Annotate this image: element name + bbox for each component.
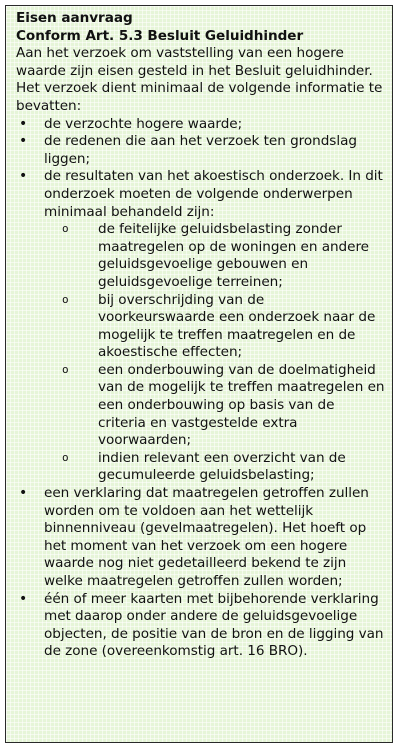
sub-list-item-text: een onderbouwing van de doelmatigheid van de mogelijk te treffen maatregelen en een onderbouwing op basis van de criteria en vastgestelde extra voorwaarden;: [98, 361, 385, 449]
research-subjects-list: [44, 221, 385, 485]
list-item: [16, 133, 385, 168]
list-item-text: de resultaten van het akoestisch onderzoek. In dit onderzoek moeten de volgende onderwerpen minimaal behandeld zijn:: [44, 168, 383, 220]
requirements-list: [16, 116, 385, 661]
list-item-text: één of meer kaarten met bijbehorende verklaring met daarop onder andere de geluidsgevoelige objecten, de positie van de bron en de ligging van de zone (overeenkomstig art. 16 BRO).: [44, 590, 384, 660]
list-item: [16, 591, 385, 661]
sub-list-item: [44, 362, 385, 450]
sub-list-item-text: indien relevant een overzicht van de gecumuleerde geluidsbelasting;: [98, 449, 346, 484]
list-item: [16, 485, 385, 591]
list-item-text: de redenen die aan het verzoek ten grondslag liggen;: [44, 133, 357, 167]
box-heading: Eisen aanvraag: [16, 10, 133, 26]
sub-list-item: [44, 450, 385, 485]
list-item: [16, 116, 385, 134]
intro-paragraph: Aan het verzoek om vaststelling van een hogere waarde zijn eisen gesteld in het Besluit geluidhinder. Het verzoek dient minimaal de volgende informatie te bevatten:: [16, 45, 383, 114]
list-item-text: de verzochte hogere waarde;: [44, 115, 243, 132]
requirements-box: [5, 5, 393, 743]
box-subheading: Conform Art. 5.3 Besluit Geluidhinder: [16, 27, 304, 44]
sub-list-item: [44, 292, 385, 362]
sub-list-item-text: de feitelijke geluidsbelasting zonder maatregelen op de woningen en andere geluidsgevoelige gebouwen en geluidsgevoelige terreinen;: [98, 221, 369, 290]
list-item: [16, 168, 385, 485]
list-item-text: een verklaring dat maatregelen getroffen zullen worden om te voldoen aan het wettelijk binnenniveau (gevelmaatregelen). Het hoeft op het moment van het verzoek om een hogere waarde nog niet gedetailleerd bekend te zijn welke maatregelen getroffen zullen worden;: [44, 485, 369, 589]
sub-list-item-text: bij overschrijding van de voorkeurswaarde een onderzoek naar de mogelijk te treffen maatregelen en de akoestische effecten;: [98, 291, 376, 361]
sub-list-item: [44, 221, 385, 291]
